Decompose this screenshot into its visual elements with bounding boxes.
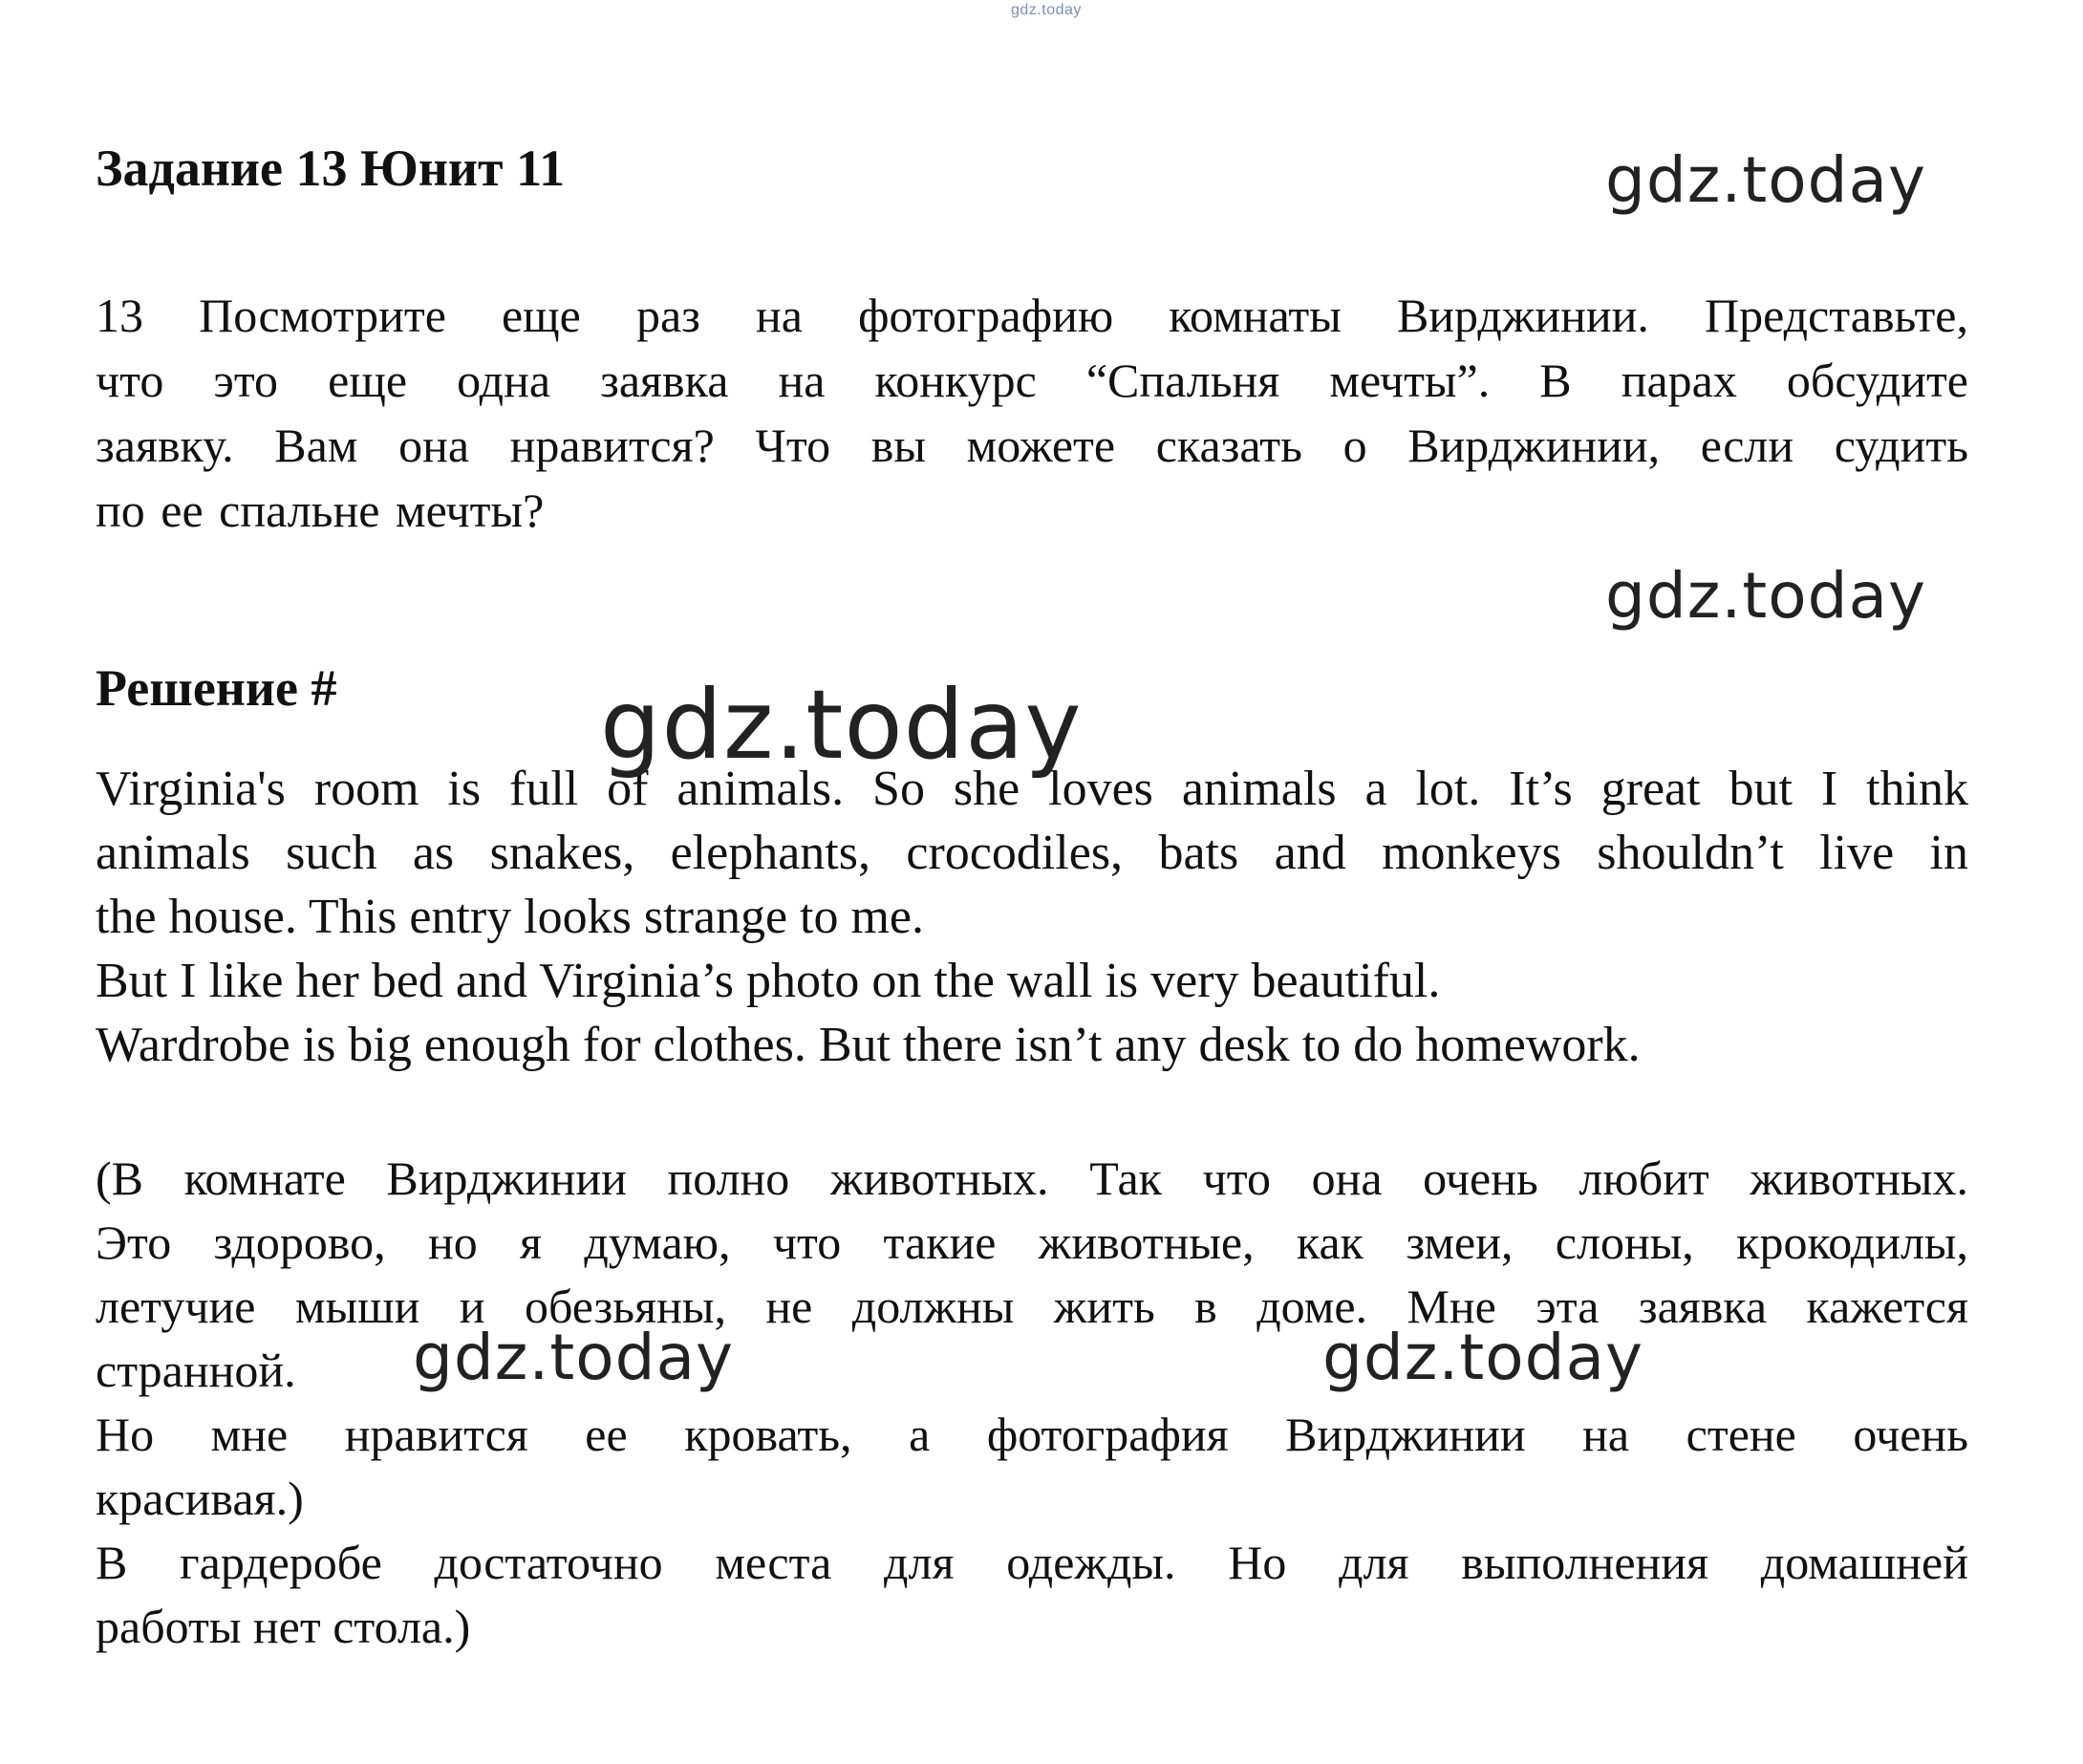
answer-en-line: Virginia's room is full of animals. So she loves animals a lot. It’s great but I think bbox=[96, 762, 1968, 816]
answer-en-line: animals such as snakes, elephants, crocodiles, bats and monkeys shouldn’t live in bbox=[96, 826, 1968, 880]
watermark: gdz.today bbox=[413, 1321, 735, 1394]
page-title: Задание 13 Юнит 11 bbox=[96, 140, 566, 197]
watermark: gdz.today bbox=[1605, 559, 1927, 633]
answer-ru-line: работы нет стола.) bbox=[96, 1600, 471, 1653]
answer-ru-line: В гардеробе достаточно места для одежды. Но для выполнения домашней bbox=[96, 1536, 1968, 1589]
answer-ru-line: летучие мыши и обезьяны, не должны жить в доме. Мне эта заявка кажется bbox=[96, 1280, 1968, 1333]
answer-english bbox=[96, 757, 1968, 1077]
solution-heading: Решение # bbox=[96, 659, 337, 717]
answer-en-line: But I like her bed and Virginia’s photo on the wall is very beautiful. bbox=[96, 954, 1441, 1008]
answer-ru-line: красивая.) bbox=[96, 1472, 304, 1525]
task-line: по ее спальне мечты? bbox=[96, 484, 545, 537]
answer-ru-line: (В комнате Вирджинии полно животных. Так что она очень любит животных. bbox=[96, 1151, 1968, 1205]
answer-en-line: Wardrobe is big enough for clothes. But there isn’t any desk to do homework. bbox=[96, 1018, 1641, 1072]
watermark: gdz.today bbox=[600, 669, 1083, 781]
answer-russian bbox=[96, 1147, 1968, 1659]
answer-ru-line: странной. bbox=[96, 1344, 296, 1397]
top-watermark: gdz.today bbox=[1011, 2, 1082, 18]
watermark: gdz.today bbox=[1322, 1321, 1644, 1394]
task-line: что это еще одна заявка на конкурс “Спальня мечты”. В парах обсудите bbox=[96, 354, 1968, 407]
answer-ru-line: Это здорово, но я думаю, что такие животные, как змеи, слоны, крокодилы, bbox=[96, 1215, 1968, 1269]
watermark: gdz.today bbox=[1605, 143, 1927, 217]
task-line: 13 Посмотрите еще раз на фотографию комнаты Вирджинии. Представьте, bbox=[96, 289, 1968, 342]
answer-en-line: the house. This entry looks strange to me. bbox=[96, 890, 925, 944]
answer-ru-line: Но мне нравится ее кровать, а фотография Вирджинии на стене очень bbox=[96, 1408, 1968, 1461]
task-text bbox=[96, 283, 1968, 543]
task-line: заявку. Вам она нравится? Что вы можете сказать о Вирджинии, если судить bbox=[96, 419, 1968, 472]
